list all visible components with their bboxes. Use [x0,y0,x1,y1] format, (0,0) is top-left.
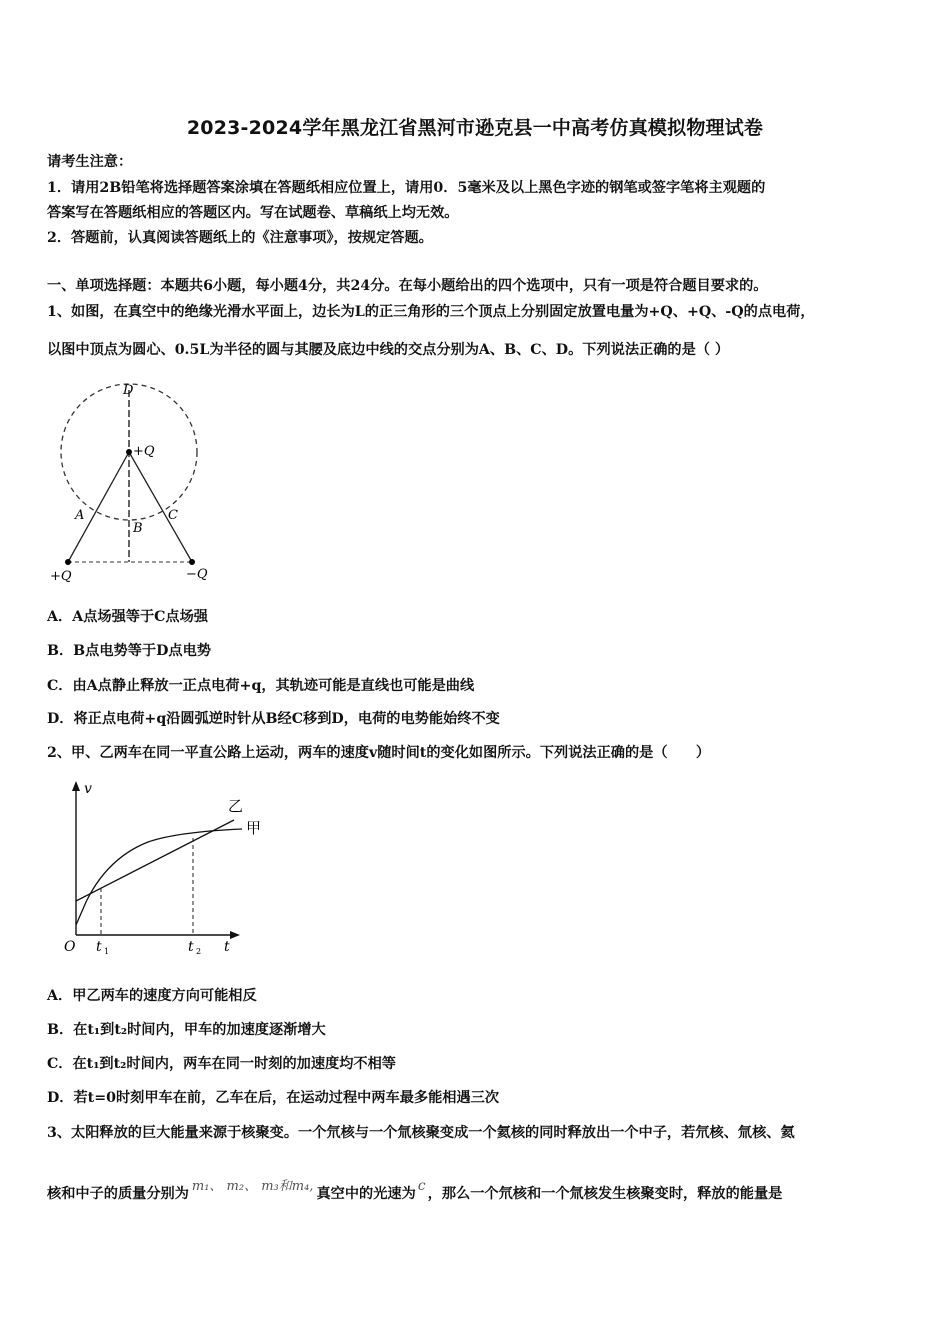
question-3-stem-line2 [47,1178,783,1205]
t-axis-arrow [230,931,240,939]
notice-heading: 请考生注意： [47,154,133,170]
label-top-charge: +Q [133,444,155,459]
question-2-option: B．在t₁到t₂时间内，甲车的加速度逐渐增大 [47,1022,326,1038]
question-2-option: C．在t₁到t₂时间内，两车在同一时刻的加速度均不相等 [47,1056,396,1072]
question-3-text: 核和中子的质量分别为 [47,1186,189,1202]
page-title: 2023-2024学年黑龙江省黑河市逊克县一中高考仿真模拟物理试卷 [186,117,764,139]
label-left-charge: +Q [50,569,72,584]
notice-item: 2．答题前，认真阅读答题纸上的《注意事项》，按规定答题。 [47,230,433,246]
notice-item: 答案写在答题纸相应的答题区内。写在试题卷、草稿纸上均无效。 [47,205,459,221]
question-1-option: D．将正点电荷+q沿圆弧逆时针从B经C移到D，电荷的电势能始终不变 [47,711,500,727]
origin-label: O [64,939,76,955]
question-1-option: B．B点电势等于D点电势 [47,643,211,659]
top-charge-dot [126,449,132,455]
question-2-option: A．甲乙两车的速度方向可能相反 [47,988,257,1004]
label-c: C [168,508,178,523]
t1-label: t [96,939,102,955]
t2-subscript: 2 [196,947,202,956]
question-2-option: D．若t=0时刻甲车在前，乙车在后，在运动过程中两车最多能相遇三次 [47,1090,500,1106]
notice-item: 1．请用2B铅笔将选择题答案涂填在答题纸相应位置上，请用0．5毫米及以上黑色字迹的钢笔或签字笔将主观题的 [47,180,766,196]
triangle-left-side [68,452,129,562]
car-yi-label: 乙 [228,797,244,815]
question-1-stem: 1、如图，在真空中的绝缘光滑水平面上，边长为L的正三角形的三个顶点上分别固定放置电量为+Q、+Q、-Q的点电荷， [47,304,815,320]
question-3-stem: 3、太阳释放的巨大能量来源于核聚变。一个氘核与一个氚核聚变成一个氦核的同时释放出一个中子，若氘核、氚核、氦 [47,1125,795,1141]
question-1-option: A．A点场强等于C点场强 [47,609,208,625]
label-a: A [75,508,85,523]
light-speed-symbol: c [417,1178,426,1194]
section-heading: 一、单项选择题：本题共6小题，每小题4分，共24分。在每小题给出的四个选项中，只有一项是符合题目要求的。 [47,278,768,294]
car-jia-label: 甲 [246,819,262,837]
right-charge-dot [189,559,195,565]
mass-formula: m₁、 m₂、 m₃和m₄, [191,1179,314,1194]
label-right-charge: −Q [186,567,208,582]
t-axis-label: t [224,939,230,955]
question-3-text: 真空中的光速为 [316,1186,416,1202]
triangle-right-side [129,452,192,562]
t2-label: t [188,939,194,955]
velocity-time-graph [58,775,268,960]
question-3-text: ，那么一个氘核和一个氚核发生核聚变时，释放的能量是 [427,1186,783,1202]
label-b: B [133,521,143,536]
v-axis-label: v [84,781,92,797]
question-1-option: C．由A点静止释放一正点电荷+q，其轨迹可能是直线也可能是曲线 [47,678,475,694]
label-d: D [123,383,134,398]
question-2-stem: 2、甲、乙两车在同一平直公路上运动，两车的速度v随时间t的变化如图所示。下列说法正确的是（ ） [47,745,711,761]
v-axis-arrow [72,781,80,791]
charge-triangle-figure [40,380,230,585]
car-yi-line [76,820,234,901]
question-1-stem: 以图中顶点为圆心、0.5L为半径的圆与其腰及底边中线的交点分别为A、B、C、D。下列说法正确的是（ ） [47,342,730,358]
left-charge-dot [65,559,71,565]
t1-subscript: 1 [104,947,110,956]
